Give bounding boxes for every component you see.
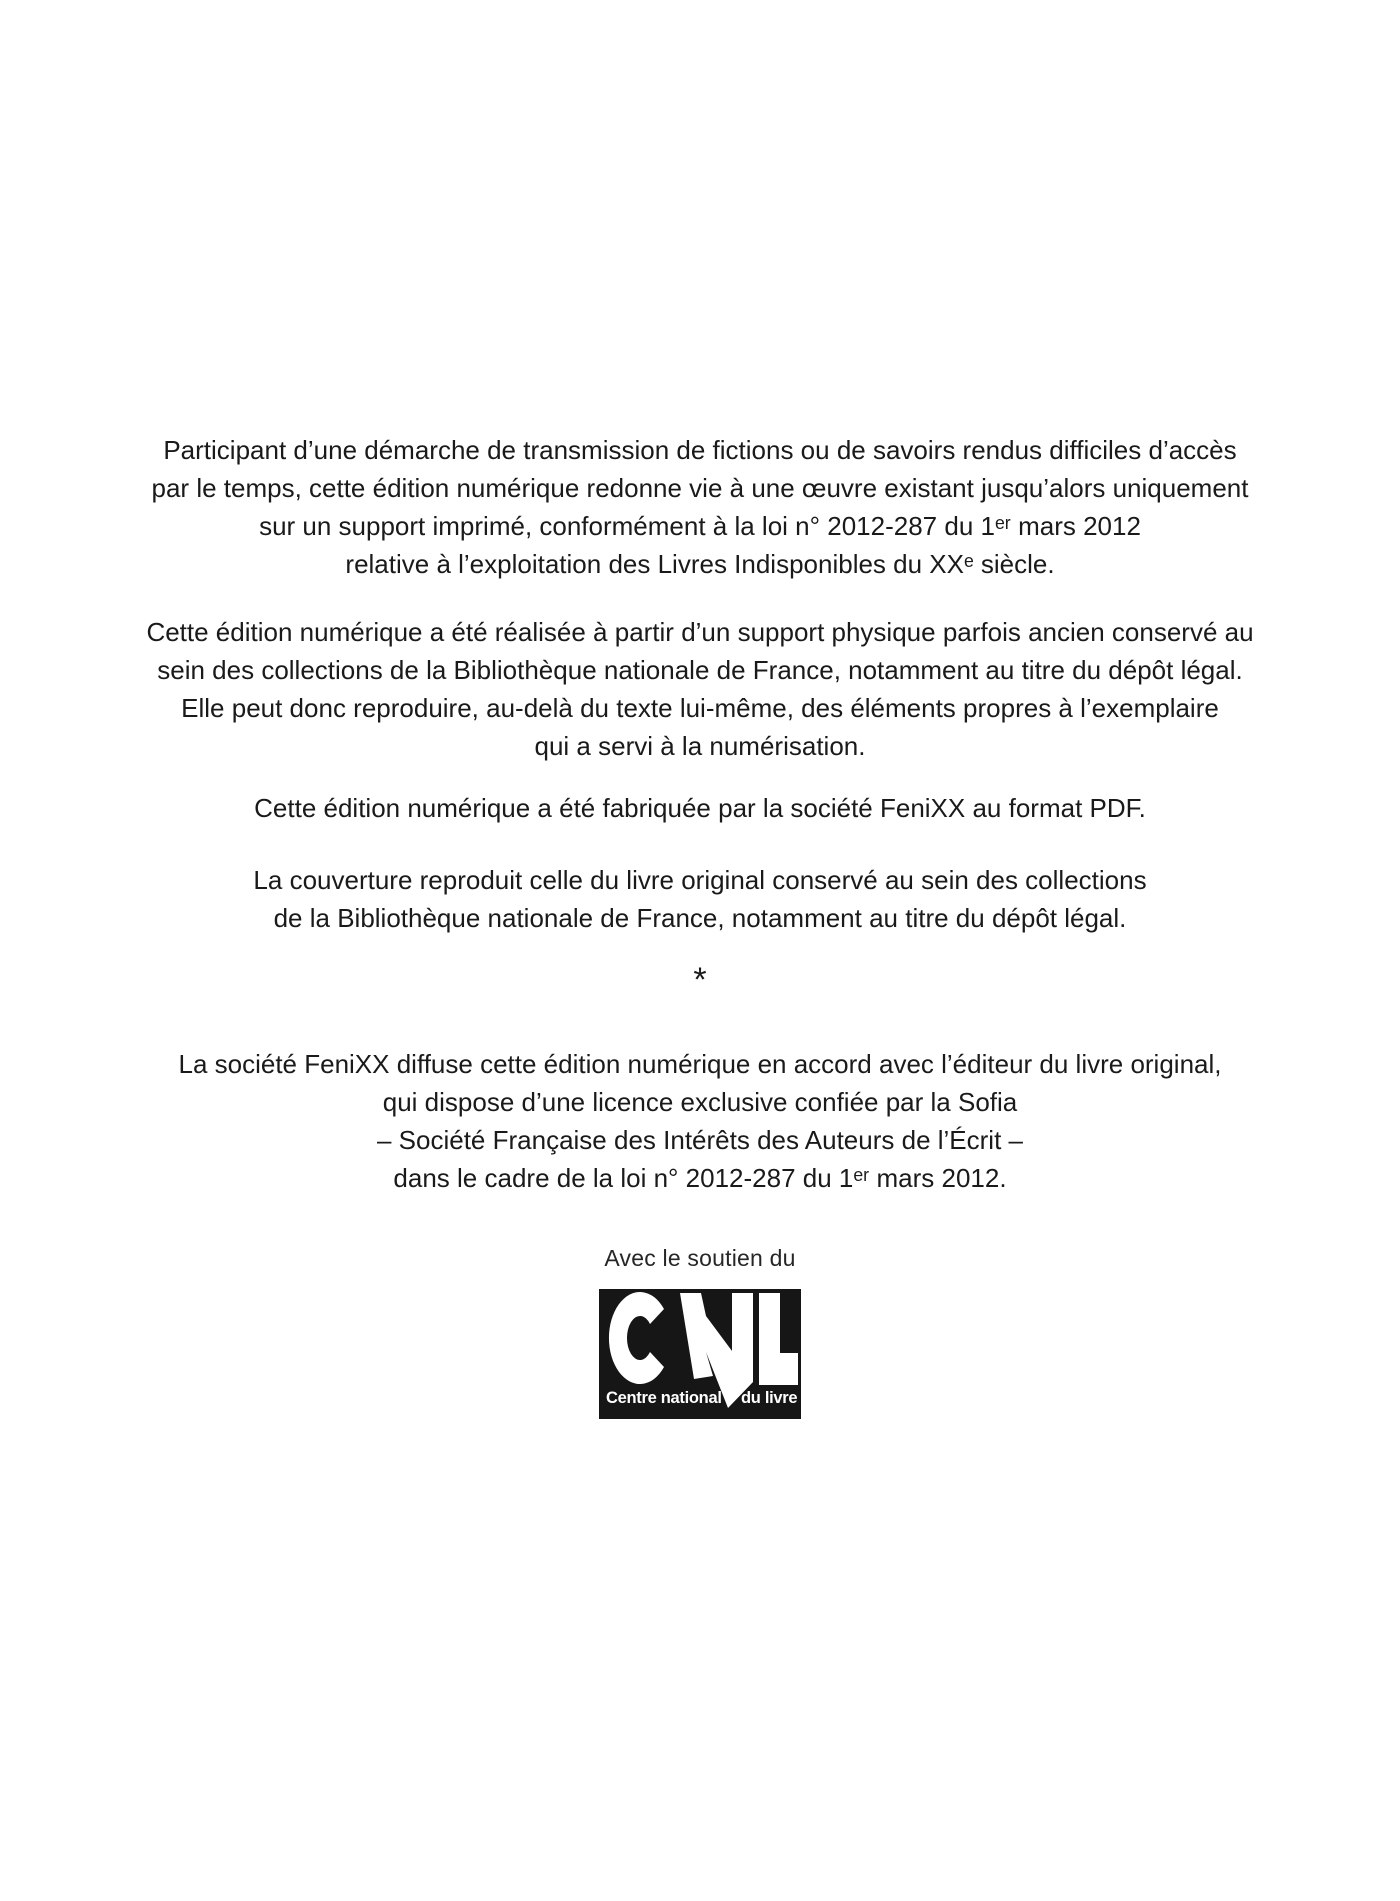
text-line: qui a servi à la numérisation.: [534, 731, 866, 761]
paragraph-transmission: [0, 431, 1400, 583]
text-line: Elle peut donc reproduire, au-delà du texte lui-même, des éléments propres à l’exemplaire: [181, 693, 1219, 723]
cnl-logo: [0, 1289, 1400, 1419]
text-line: Cette édition numérique a été réalisée à partir d’un support physique parfois ancien conservé au: [146, 617, 1254, 647]
text-line: dans le cadre de la loi n° 2012-287 du 1ᵉʳ mars 2012.: [393, 1163, 1007, 1193]
text-line: La société FeniXX diffuse cette édition numérique en accord avec l’éditeur du livre original,: [178, 1049, 1222, 1079]
cnl-caption-left: Centre national: [606, 1389, 722, 1407]
paragraph-cover: [0, 861, 1400, 937]
text-line: Cette édition numérique a été fabriquée par la société FeniXX au format PDF.: [254, 793, 1146, 823]
text-line: La couverture reproduit celle du livre original conservé au sein des collections: [253, 865, 1147, 895]
text-line: Participant d’une démarche de transmission de fictions ou de savoirs rendus difficiles d’accès: [163, 435, 1237, 465]
text-line: sur un support imprimé, conformément à la loi n° 2012-287 du 1ᵉʳ mars 2012: [259, 511, 1141, 541]
separator-asterisk: *: [693, 961, 707, 999]
text-line: relative à l’exploitation des Livres Indisponibles du XXᵉ siècle.: [345, 549, 1055, 579]
paragraph-source: [0, 613, 1400, 765]
support-caption: Avec le soutien du: [604, 1245, 796, 1271]
paragraph-fabrication: [0, 789, 1400, 827]
text-line: de la Bibliothèque nationale de France, notamment au titre du dépôt légal.: [273, 903, 1127, 933]
paragraph-diffusion: [0, 1045, 1400, 1197]
cnl-logo-graphic: [599, 1289, 801, 1419]
text-line: – Société Française des Intérêts des Auteurs de l’Écrit –: [376, 1125, 1023, 1155]
text-line: qui dispose d’une licence exclusive confiée par la Sofia: [382, 1087, 1018, 1117]
support-block: [0, 1243, 1400, 1419]
text-line: sein des collections de la Bibliothèque nationale de France, notamment au titre du dépôt légal.: [157, 655, 1243, 685]
text-line: par le temps, cette édition numérique redonne vie à une œuvre existant jusqu’alors uniquement: [151, 473, 1249, 503]
cnl-caption-right: du livre: [741, 1389, 798, 1407]
